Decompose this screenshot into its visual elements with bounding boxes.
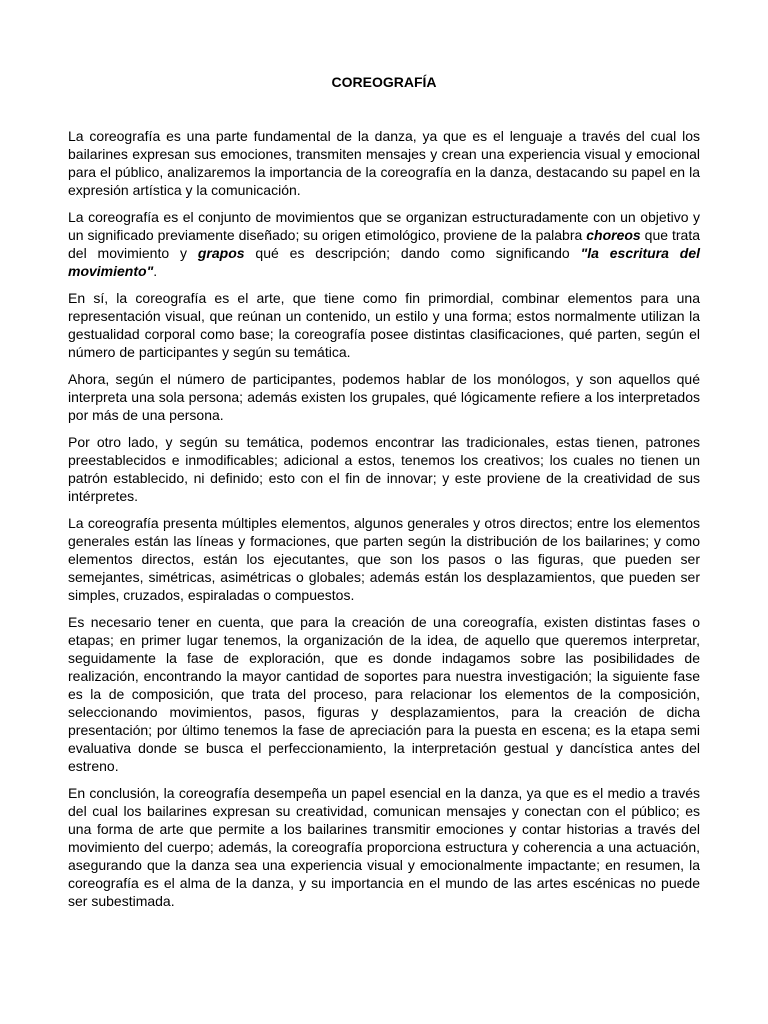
paragraph-elements: La coreografía presenta múltiples elementos, algunos generales y otros directos; entre los elementos generales están las líneas y formaciones, que parten según la distribución de los bailarines; y como elementos directos, están los ejecutantes, que son los pasos o las figuras, que pueden ser semejantes, simétricas, asimétricas o globales; además están los desplazamientos, que pueden ser simples, cruzados, espiraladas o compuestos. [68,515,700,603]
definition-text-2: que trata del movimiento y [68,227,700,261]
paragraph-participants: Ahora, según el número de participantes, podemos hablar de los monólogos, y son aquellos qué interpreta una sola persona; además existen los grupales, qué lógicamente refiere a los interpretados por más de una persona. [68,371,700,423]
paragraph-conclusion: En conclusión, la coreografía desempeña un papel esencial en la danza, ya que es el medio a través del cual los bailarines expresan su creatividad, comunican mensajes y conectan con el público; es una forma de arte que permite a los bailarines transmitir emociones y contar historias a través del movimiento del cuerpo; además, la coreografía proporciona estructura y coherencia a una actuación, asegurando que la danza sea una experiencia visual y emocionalmente impactante; en resumen, la coreografía es el alma de la danza, y su importancia en el mundo de las artes escénicas no puede ser subestimada. [68,785,700,909]
paragraph-phases: Es necesario tener en cuenta, que para la creación de una coreografía, existen distintas fases o etapas; en primer lugar tenemos, la organización de la idea, de aquello que queremos interpretar, seguidamente la fase de exploración, que es donde indagamos sobre las posibilidades de realización, encontrando la mayor cantidad de soportes para nuestra investigación; la siguiente fase es la de composición, que trata del proceso, para relacionar los elementos de la composición, seleccionando movimientos, pasos, figuras y desplazamientos, para la creación de dicha presentación; por último tenemos la fase de apreciación para la puesta en escena; es la etapa semi evaluativa donde se busca el perfeccionamiento, la interpretación gestual y dancística antes del estreno. [68,614,700,774]
term-grapos: grapos [197,245,245,261]
paragraph-themes: Por otro lado, y según su temática, podemos encontrar las tradicionales, estas tienen, patrones preestablecidos e inmodificables; adicional a estos, tenemos los creativos; los cuales no tienen un patrón establecido, ni definido; esto con el fin de innovar; y este proviene de la creatividad de sus intérpretes. [68,434,700,504]
definition-text-4: . [153,263,158,279]
document-title: COREOGRAFÍA [331,74,437,90]
paragraph-art: En sí, la coreografía es el arte, que tiene como fin primordial, combinar elementos para una representación visual, que reúnan un contenido, un estilo y una forma; estos normalmente utilizan la gestualidad corporal como base; la coreografía posee distintas clasificaciones, qué parten, según el número de participantes y según su temática. [68,290,700,360]
term-meaning: "la escritura del movimiento" [68,245,700,279]
definition-text-1: La coreografía es el conjunto de movimientos que se organizan estructuradamente con un objetivo y un significado previamente diseñado; su origen etimológico, proviene de la palabra [68,209,700,243]
term-choreos: choreos [586,227,641,243]
definition-text-3: qué es descripción; dando como significando [244,245,581,261]
paragraph-definition [68,208,700,280]
paragraph-intro: La coreografía es una parte fundamental de la danza, ya que es el lenguaje a través del cual los bailarines expresan sus emociones, transmiten mensajes y crean una experiencia visual y emocional para el público, analizaremos la importancia de la coreografía en la danza, destacando su papel en la expresión artística y la comunicación. [68,128,700,198]
